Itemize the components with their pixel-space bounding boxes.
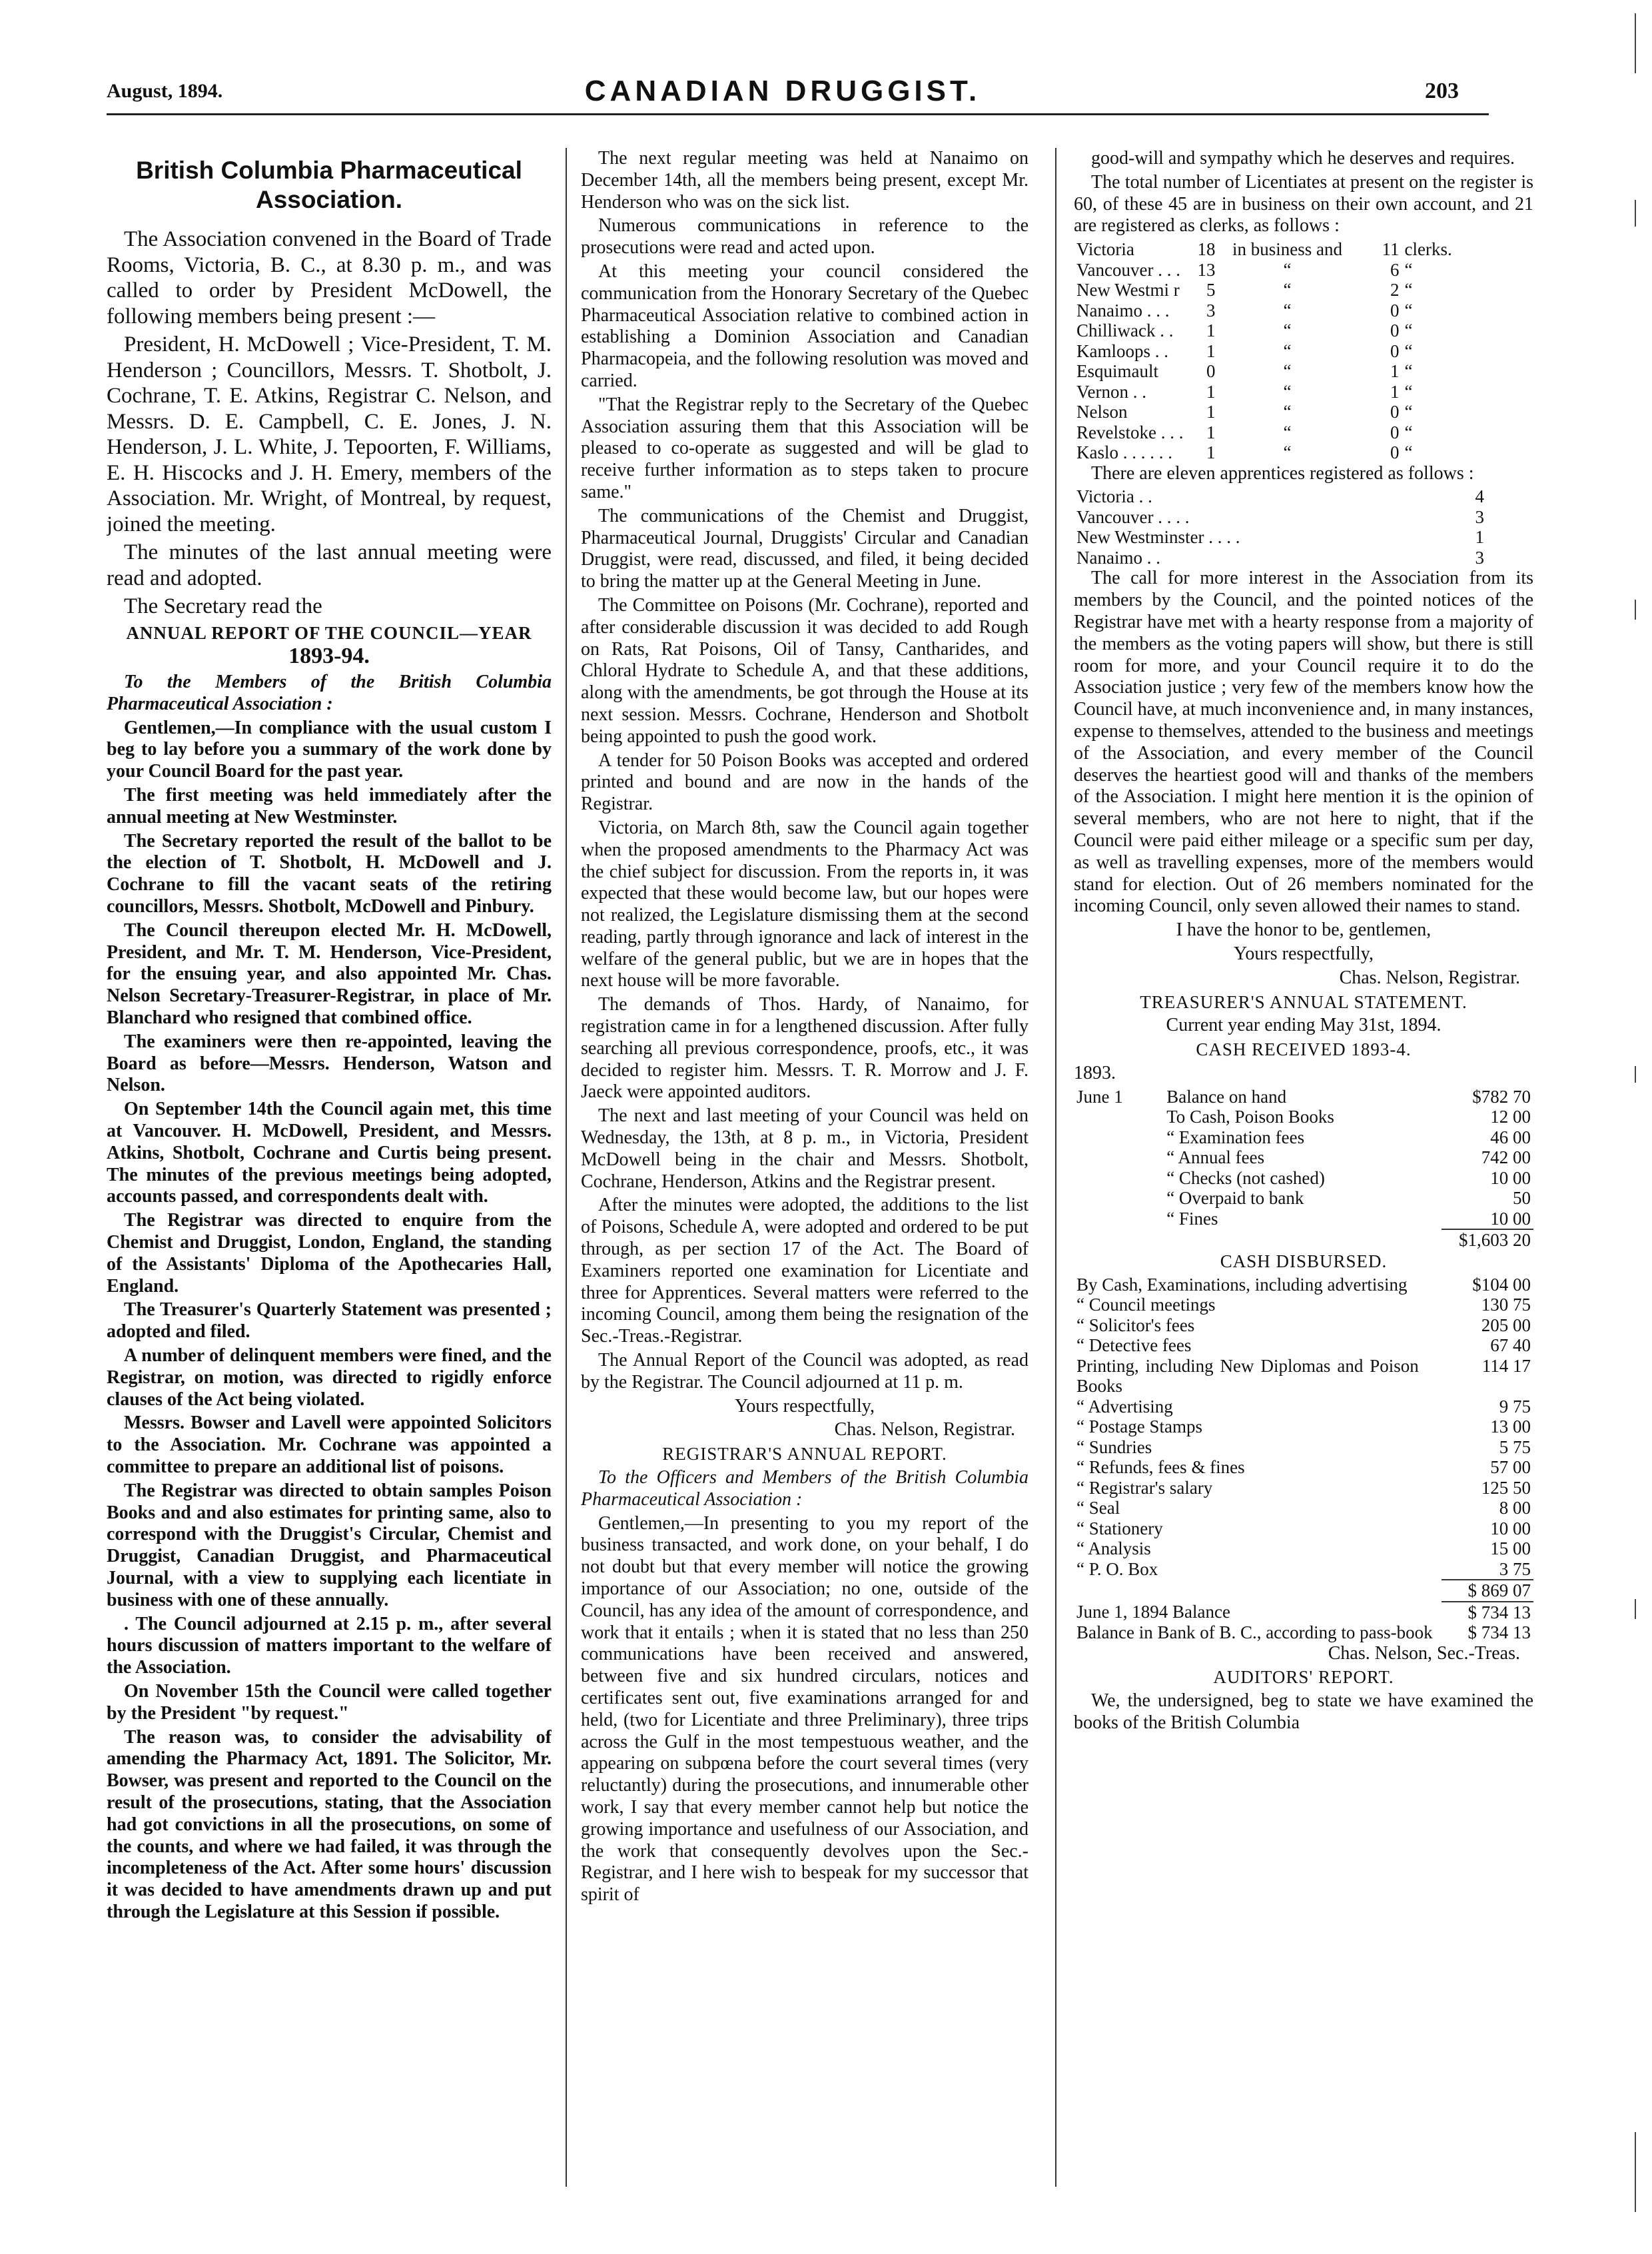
- table-row: [1074, 1416, 1533, 1437]
- paragraph: On November 15th the Council were called together by the President "by request.": [107, 1680, 552, 1724]
- auditors-report-title: AUDITORS' REPORT.: [1213, 1667, 1394, 1688]
- bank-value: $ 734 13: [1467, 1622, 1531, 1643]
- page-header: [107, 75, 1459, 108]
- table-cell: “: [1404, 259, 1413, 280]
- cash-disbursed-title: CASH DISBURSED.: [1220, 1251, 1388, 1271]
- table-cell: “ Overpaid to bank: [1166, 1188, 1304, 1209]
- table-cell: [1074, 1209, 1164, 1229]
- table-cell: Kaslo . . . . . .: [1076, 442, 1172, 463]
- table-cell: “: [1404, 300, 1413, 320]
- table-row: [1074, 239, 1455, 260]
- table-row: [1074, 422, 1455, 443]
- page-number: 203: [1425, 79, 1459, 103]
- table-row: [1074, 1107, 1533, 1127]
- report-address: To the Members of the British Columbia Pharmaceutical Association :: [107, 672, 552, 714]
- table-cell: “: [1283, 300, 1292, 320]
- table-cell: By Cash, Examinations, including advertising: [1076, 1274, 1408, 1295]
- table-cell: “: [1283, 381, 1292, 402]
- table-cell: “ Annual fees: [1166, 1147, 1265, 1168]
- table-cell: 0: [1390, 300, 1400, 320]
- paragraph: The communications of the Chemist and Druggist, Pharmaceutical Journal, Druggists' Circular and Canadian Druggist, were read, discussed, and filed, it being decided to bring the matter up at the General Meeting in June.: [581, 505, 1029, 592]
- table-cell: Nelson: [1076, 402, 1128, 422]
- report-title: ANNUAL REPORT OF THE COUNCIL—YEAR: [126, 622, 532, 643]
- table-cell: “ Fines: [1166, 1208, 1218, 1229]
- table-cell: 50: [1513, 1188, 1531, 1209]
- paragraph: The Association convened in the Board of Trade Rooms, Victoria, B. C., at 8.30 p. m., and was called to order by President McDowell, the following members being present :—: [107, 227, 552, 328]
- table-cell: 3: [1475, 547, 1484, 568]
- signoff-line: Yours respectfully,: [735, 1395, 875, 1416]
- table-cell: in business and: [1232, 239, 1342, 260]
- table-cell: Chilliwack . .: [1076, 320, 1174, 341]
- table-row: [1074, 442, 1455, 463]
- paragraph: The Annual Report of the Council was adopted, as read by the Registrar. The Council adjourned at 11 p. m.: [581, 1350, 1029, 1393]
- paragraph: Messrs. Bowser and Lavell were appointed Solicitors to the Association. Mr. Cochrane was appointed a committee to prepare an additional list of poisons.: [107, 1412, 552, 1477]
- balance-label: June 1, 1894 Balance: [1076, 1601, 1230, 1622]
- table-cell: 1: [1206, 402, 1216, 422]
- table-row: [1074, 1559, 1533, 1580]
- table-row: [1074, 382, 1455, 402]
- table-cell: “: [1404, 361, 1413, 382]
- table-row: [1074, 1518, 1533, 1539]
- received-total: $1,603 20: [1442, 1229, 1533, 1251]
- table-cell: 8 00: [1499, 1498, 1531, 1518]
- paragraph: The next and last meeting of your Council was held on Wednesday, the 13th, at 8 p. m., in Victoria, President McDowell being in the chair and Messrs. Shotbolt, Cochrane, Henderson, Atkins and the Registrar present.: [581, 1105, 1029, 1192]
- paragraph: A tender for 50 Poison Books was accepted and ordered printed and bound and are now in the hands of the Registrar.: [581, 750, 1029, 815]
- paragraph: On September 14th the Council again met, this time at Vancouver. H. McDowell, President, and Messrs. Atkins, Shotbolt, Cochrane and Curtis being present. The minutes of the previous meetings being adopted, accounts passed, and correspondents dealt with.: [107, 1099, 552, 1207]
- column-2: [581, 148, 1029, 2187]
- table-cell: “ Stationery: [1076, 1518, 1163, 1538]
- table-cell: “: [1283, 361, 1292, 382]
- table-cell: 1: [1206, 320, 1216, 341]
- paragraph: President, H. McDowell ; Vice-President, T. M. Henderson ; Councillors, Messrs. T. Shotbolt, J. Cochrane, T. E. Atkins, Registrar C. Nelson, and Messrs. D. E. Campbell, C. E. Jones, J. N. Henderson, J. L. White, J. Tepoorten, F. Williams, E. H. Hiscocks and J. H. Emery, members of the Association. Mr. Wright, of Montreal, by request, joined the meeting.: [107, 332, 552, 536]
- table-cell: 4: [1475, 486, 1484, 507]
- table-cell: Esquimault: [1076, 361, 1158, 382]
- table-cell: 0: [1390, 442, 1400, 463]
- signoff-line: Yours respectfully,: [1234, 943, 1374, 965]
- table-cell: “ Advertising: [1076, 1396, 1173, 1416]
- paragraph: The minutes of the last annual meeting were read and adopted.: [107, 540, 552, 590]
- table-cell: 9 75: [1499, 1396, 1531, 1416]
- table-cell: To Cash, Poison Books: [1166, 1107, 1334, 1127]
- table-cell: New Westmi r: [1076, 280, 1180, 300]
- table-cell: 0: [1390, 402, 1400, 422]
- table-row: [1074, 1275, 1533, 1295]
- table-cell: Vernon . .: [1076, 381, 1146, 402]
- bank-line: Balance in Bank of B. C., according to pass-book: [1076, 1622, 1433, 1643]
- paragraph: The demands of Thos. Hardy, of Nanaimo, for registration came in for a lengthened discussion. After fully searching all previous correspondence, proofs, etc., it was decided to register him. Messrs. T. R. Morrow and J. F. Jaeck were appointed auditors.: [581, 994, 1029, 1103]
- table-cell: Nanaimo . . .: [1076, 300, 1170, 320]
- table-row: [1074, 507, 1487, 528]
- table-cell: “: [1283, 259, 1292, 280]
- table-cell: 46 00: [1490, 1127, 1531, 1147]
- table-cell: 0: [1390, 340, 1400, 361]
- table-cell: 125 50: [1481, 1477, 1531, 1498]
- paragraph: There are eleven apprentices registered as follows :: [1091, 462, 1474, 484]
- table-row: [1074, 1478, 1533, 1498]
- table-row: [1074, 1397, 1533, 1417]
- table-cell: 10 00: [1490, 1518, 1531, 1538]
- paragraph: Victoria, on March 8th, saw the Council again together when the proposed amendments to the Pharmacy Act was the chief subject for discussion. From the reports in, it was expected that these would become law, but our hopes were not realized, the Legislature dismissing them at the second reading, partly through ignorance and lack of interest in the welfare of the general public, but we are in hopes that the next house will be more favorable.: [581, 817, 1029, 991]
- paragraph: The total number of Licentiates at present on the register is 60, of these 45 are in business on their own account, and 21 are registered as clerks, as follows :: [1074, 171, 1533, 237]
- table-cell: June 1: [1076, 1086, 1123, 1107]
- table-cell: “ Refunds, fees & fines: [1076, 1457, 1245, 1478]
- table-cell: 1: [1206, 340, 1216, 361]
- table-cell: 13: [1197, 259, 1216, 280]
- table-cell: [1074, 1107, 1164, 1127]
- table-row: [1074, 1295, 1533, 1315]
- paragraph: The Secretary reported the result of the ballot to be the election of T. Shotbolt, H. McDowell and J. Cochrane to fill the vacant seats of the retiring councillors, Messrs. Shotbolt, McDowell and Pinbury.: [107, 830, 552, 917]
- paragraph: . The Council adjourned at 2.15 p. m., after several hours discussion of matters important to the welfare of the Association.: [107, 1613, 552, 1678]
- signature: Chas. Nelson, Registrar.: [1339, 967, 1520, 988]
- column-3: [1074, 148, 1533, 2187]
- table-row: [1074, 1498, 1533, 1518]
- table-cell: “ Sundries: [1076, 1436, 1152, 1457]
- table-cell: Balance on hand: [1166, 1086, 1287, 1107]
- paragraph: Gentlemen,—In presenting to you my report of the business transacted, and work done, on your behalf, I do not doubt but that every member will notice the growing importance of our Association; no one, outside of the Council, has any idea of the amount of correspondence, and work that it entails ; when it is stated that no less than 250 communications have been received and answered, between five and six hundred circulars, notices and certificates sent out, five examinations arranged for and held, (two for Licentiate and three Preliminary), three trips across the Gulf in the most tempestuous weather, and the appearing on subpœna before the court several times (very reluctantly) during the prosecutions, and innumerable other work, I say that every member cannot help but notice the growing importance and usefulness of our Association, and the work that consequently devolves upon the Sec.-Registrar, and I here wish to bespeak for my successor that spirit of: [581, 1512, 1029, 1906]
- table-cell: 1: [1206, 442, 1216, 463]
- table-row: [1074, 1538, 1533, 1559]
- table-cell: Revelstoke . . .: [1076, 422, 1184, 442]
- table-row: [1074, 527, 1487, 548]
- table-cell: 3 75: [1499, 1558, 1531, 1579]
- table-cell: “: [1283, 442, 1292, 463]
- cash-received-table: [1074, 1087, 1533, 1229]
- table-row: [1074, 1356, 1533, 1397]
- table-cell: 205 00: [1481, 1315, 1531, 1335]
- paragraph: The first meeting was held immediately after the annual meeting at New Westminster.: [107, 785, 552, 828]
- table-cell: 742 00: [1481, 1147, 1531, 1168]
- table-row: [1074, 548, 1487, 568]
- table-cell: [1074, 1168, 1164, 1189]
- table-cell: “: [1404, 381, 1413, 402]
- table-cell: Printing, including New Diplomas and Poison Books: [1076, 1355, 1419, 1397]
- table-cell: “: [1404, 422, 1413, 442]
- paragraph: The Registrar was directed to enquire from the Chemist and Druggist, London, England, the standing of the Assistants' Diploma of the Apothecaries Hall, England.: [107, 1210, 552, 1297]
- table-cell: “ P. O. Box: [1076, 1558, 1158, 1579]
- scan-margin-marks: [1625, 0, 1645, 2254]
- table-row: [1074, 1335, 1533, 1356]
- licentiates-table: [1074, 239, 1455, 463]
- cash-disbursed-total: [1074, 1579, 1533, 1643]
- table-cell: 11: [1382, 239, 1400, 260]
- table-cell: 3: [1475, 506, 1484, 527]
- table-row: [1074, 1437, 1533, 1458]
- table-cell: “ Examination fees: [1166, 1127, 1305, 1147]
- paragraph: A number of delinquent members were fined, and the Registrar, on motion, was directed to rigidly enforce clauses of the Act being violated.: [107, 1345, 552, 1410]
- treasurer-signature: Chas. Nelson, Sec.-Treas.: [1328, 1642, 1520, 1664]
- paragraph: The Treasurer's Quarterly Statement was presented ; adopted and filed.: [107, 1299, 552, 1343]
- table-cell: “ Council meetings: [1076, 1295, 1216, 1315]
- table-cell: 12 00: [1490, 1107, 1531, 1127]
- table-cell: “ Checks (not cashed): [1166, 1167, 1325, 1188]
- table-cell: “: [1404, 442, 1413, 463]
- paragraph: Numerous communications in reference to the prosecutions were read and acted upon.: [581, 215, 1029, 259]
- year-label: 1893.: [1074, 1063, 1116, 1084]
- table-cell: 15 00: [1490, 1538, 1531, 1559]
- table-cell: Victoria . .: [1076, 486, 1152, 507]
- paragraph: The next regular meeting was held at Nanaimo on December 14th, all the members being present, except Mr. Henderson who was on the sick list.: [581, 148, 1029, 213]
- table-cell: “: [1283, 422, 1292, 442]
- table-cell: New Westminster . . . .: [1076, 527, 1240, 548]
- table-cell: “: [1404, 320, 1413, 341]
- table-cell: Vancouver . . .: [1076, 259, 1180, 280]
- table-cell: Victoria: [1076, 239, 1134, 260]
- issue-date: August, 1894.: [107, 80, 223, 102]
- table-cell: 1: [1475, 527, 1484, 548]
- table-cell: 57 00: [1490, 1457, 1531, 1478]
- table-row: [1074, 280, 1455, 300]
- article-title: British Columbia Pharmaceutical Association.: [136, 157, 522, 213]
- paragraph: At this meeting your council considered the communication from the Honorary Secretary of the Quebec Pharmaceutical Association relative to combined action in establishing a Dominion Association and Canadian Pharmacopeia, and the following resolution was moved and carried.: [581, 261, 1029, 391]
- paragraph: The Secretary read the: [124, 594, 322, 618]
- table-cell: $782 70: [1472, 1086, 1531, 1107]
- table-cell: 13 00: [1490, 1416, 1531, 1437]
- paragraph: The examiners were then re-appointed, leaving the Board as before—Messrs. Henderson, Watson and Nelson.: [107, 1031, 552, 1096]
- statement-period: Current year ending May 31st, 1894.: [1166, 1015, 1442, 1036]
- paragraph: The Registrar was directed to obtain samples Poison Books and and also estimates for printing same, also to correspond with the Druggist's Circular, Chemist and Druggist, Canadian Druggist, and Pharmaceutical Journal, with a view to supplying each licentiate in business with one of these annually.: [107, 1480, 552, 1610]
- table-row: [1074, 320, 1455, 341]
- paragraph: We, the undersigned, beg to state we have examined the books of the British Columbia: [1074, 1690, 1533, 1733]
- table-cell: “: [1404, 280, 1413, 300]
- treasurer-statement-title: TREASURER'S ANNUAL STATEMENT.: [1140, 991, 1467, 1012]
- header-rule: [107, 113, 1489, 115]
- table-cell: “: [1283, 320, 1292, 341]
- table-row: [1074, 486, 1487, 507]
- table-cell: Vancouver . . . .: [1076, 506, 1190, 527]
- table-cell: “: [1283, 340, 1292, 361]
- table-row: [1074, 361, 1455, 382]
- table-row: [1074, 1188, 1533, 1209]
- table-row: [1074, 1147, 1533, 1168]
- table-cell: “: [1404, 340, 1413, 361]
- table-cell: [1074, 1147, 1164, 1168]
- table-row: [1074, 1457, 1533, 1478]
- table-cell: 10 00: [1490, 1208, 1531, 1229]
- table-cell: 5: [1206, 280, 1216, 300]
- table-cell: 1: [1390, 361, 1400, 382]
- table-cell: “ Detective fees: [1076, 1335, 1192, 1356]
- table-cell: Kamloops . .: [1076, 340, 1168, 361]
- table-cell: 1: [1206, 422, 1216, 442]
- table-cell: 10 00: [1490, 1167, 1531, 1188]
- table-row: [1074, 1087, 1533, 1107]
- table-cell: 1: [1206, 381, 1216, 402]
- table-row: [1074, 402, 1455, 422]
- table-cell: 114 17: [1481, 1355, 1531, 1376]
- cash-received-title: CASH RECEIVED 1893-4.: [1196, 1039, 1412, 1060]
- paragraph: The Council thereupon elected Mr. H. McDowell, President, and Mr. T. M. Henderson, Vice-President, for the ensuing year, and also appointed Mr. Chas. Nelson Secretary-Treasurer-Registrar, in place of Mr. Blanchard who resigned that combined office.: [107, 919, 552, 1029]
- table-cell: $104 00: [1472, 1274, 1531, 1295]
- column-divider-1: [566, 148, 567, 2187]
- report-year: 1893-94.: [288, 644, 370, 669]
- table-cell: “ Registrar's salary: [1076, 1477, 1213, 1498]
- balance-value: $ 734 13: [1442, 1602, 1533, 1623]
- table-cell: “ Postage Stamps: [1076, 1416, 1202, 1437]
- cash-disbursed-table: [1074, 1275, 1533, 1580]
- table-cell: Nanaimo . .: [1076, 547, 1160, 568]
- table-cell: “: [1283, 402, 1292, 422]
- table-cell: 6: [1390, 259, 1400, 280]
- table-cell: “: [1404, 402, 1413, 422]
- paragraph: After the minutes were adopted, the additions to the list of Poisons, Schedule A, were adopted and ordered to be put through, as per section 17 of the Act. The Board of Examiners reported one examination for Licentiate and three for Apprentices. Several matters were referred to the incoming Council, among them being the resignation of the Sec.-Treas.-Registrar.: [581, 1195, 1029, 1347]
- table-cell: [1074, 1188, 1164, 1209]
- table-cell: 67 40: [1490, 1335, 1531, 1356]
- table-row: [1074, 300, 1455, 321]
- registrar-report-address: To the Officers and Members of the British Columbia Pharmaceutical Association :: [581, 1467, 1029, 1510]
- paragraph: The Committee on Poisons (Mr. Cochrane), reported and after considerable discussion it was decided to add Rough on Rats, Rat Poisons, Oil of Tansy, Cantharides, and Chloral Hydrate to Schedule A, and that these additions, along with the amendments, be got through the House at its next session. Messrs. Cochrane, Henderson and Shotbolt being appointed to push the good work.: [581, 594, 1029, 747]
- table-cell: “ Analysis: [1076, 1538, 1151, 1559]
- table-cell: 0: [1390, 422, 1400, 442]
- table-cell: [1074, 1127, 1164, 1148]
- column-1: [107, 148, 552, 2187]
- table-cell: 3: [1206, 300, 1216, 320]
- paragraph: Gentlemen,—In compliance with the usual custom I beg to lay before you a summary of the work done by your Council Board for the past year.: [107, 717, 552, 782]
- paragraph: good-will and sympathy which he deserves and requires.: [1091, 148, 1515, 169]
- signature: Chas. Nelson, Registrar.: [834, 1419, 1015, 1440]
- paragraph: The call for more interest in the Association from its members by the Council, and the pointed notices of the Registrar have met with a hearty response from a majority of the members as the voting papers will show, but there is still room for more, and your Council require it to do the Association justice ; very few of the members know how the Council have, at much inconvenience and, in many instances, expense to themselves, attended to the business and meetings of the Association, and every member of the Council deserves the heartiest good will and thanks of the members of the Association. I might here mention it is the opinion of several members, who are not here to night, that if the Council were paid either mileage or a specific sum per day, as well as travelling expenses, more of the members would stand for election. Out of 26 members nominated for the incoming Council, only seven allowed their names to stand.: [1074, 568, 1533, 917]
- table-cell: “ Solicitor's fees: [1076, 1315, 1195, 1335]
- table-row: [1074, 1168, 1533, 1189]
- table-cell: 0: [1390, 320, 1400, 341]
- apprentices-table: [1074, 486, 1487, 568]
- paragraph: The reason was, to consider the advisability of amending the Pharmacy Act, 1891. The Solicitor, Mr. Bowser, was present and reported to the Council on the result of the prosecutions, stating, that the Association had got convictions in all the prosecutions, on some of the counts, and where we had failed, it was through the incompleteness of the Act. After some hours' discussion it was decided to have amendments drawn up and put through the Legislature at this Session if possible.: [107, 1726, 552, 1922]
- signoff-line: I have the honor to be, gentlemen,: [1176, 919, 1432, 941]
- article-lead: [107, 227, 552, 620]
- table-cell: 130 75: [1481, 1295, 1531, 1315]
- table-cell: 1: [1390, 381, 1400, 402]
- table-cell: 2: [1390, 280, 1400, 300]
- table-row: [1074, 1315, 1533, 1336]
- table-cell: 18: [1197, 239, 1216, 260]
- table-row: [1074, 1127, 1533, 1148]
- journal-title: CANADIAN DRUGGIST.: [584, 75, 981, 107]
- registrar-report-title: REGISTRAR'S ANNUAL REPORT.: [662, 1444, 947, 1464]
- table-cell: 5 75: [1499, 1436, 1531, 1457]
- column-divider-2: [1055, 148, 1056, 2187]
- table-cell: clerks.: [1404, 239, 1452, 260]
- table-cell: “: [1283, 280, 1292, 300]
- table-cell: “ Seal: [1076, 1498, 1120, 1518]
- table-row: [1074, 1209, 1533, 1229]
- disbursed-total: $ 869 07: [1442, 1580, 1533, 1602]
- table-row: [1074, 341, 1455, 362]
- table-row: [1074, 260, 1455, 281]
- paragraph: "That the Registrar reply to the Secretary of the Quebec Association assuring them that this Association will be pleased to co-operate as suggested and will be glad to receive further information as to steps taken to procure same.": [581, 394, 1029, 502]
- table-cell: 0: [1206, 361, 1216, 382]
- cash-received-total: [1074, 1229, 1533, 1251]
